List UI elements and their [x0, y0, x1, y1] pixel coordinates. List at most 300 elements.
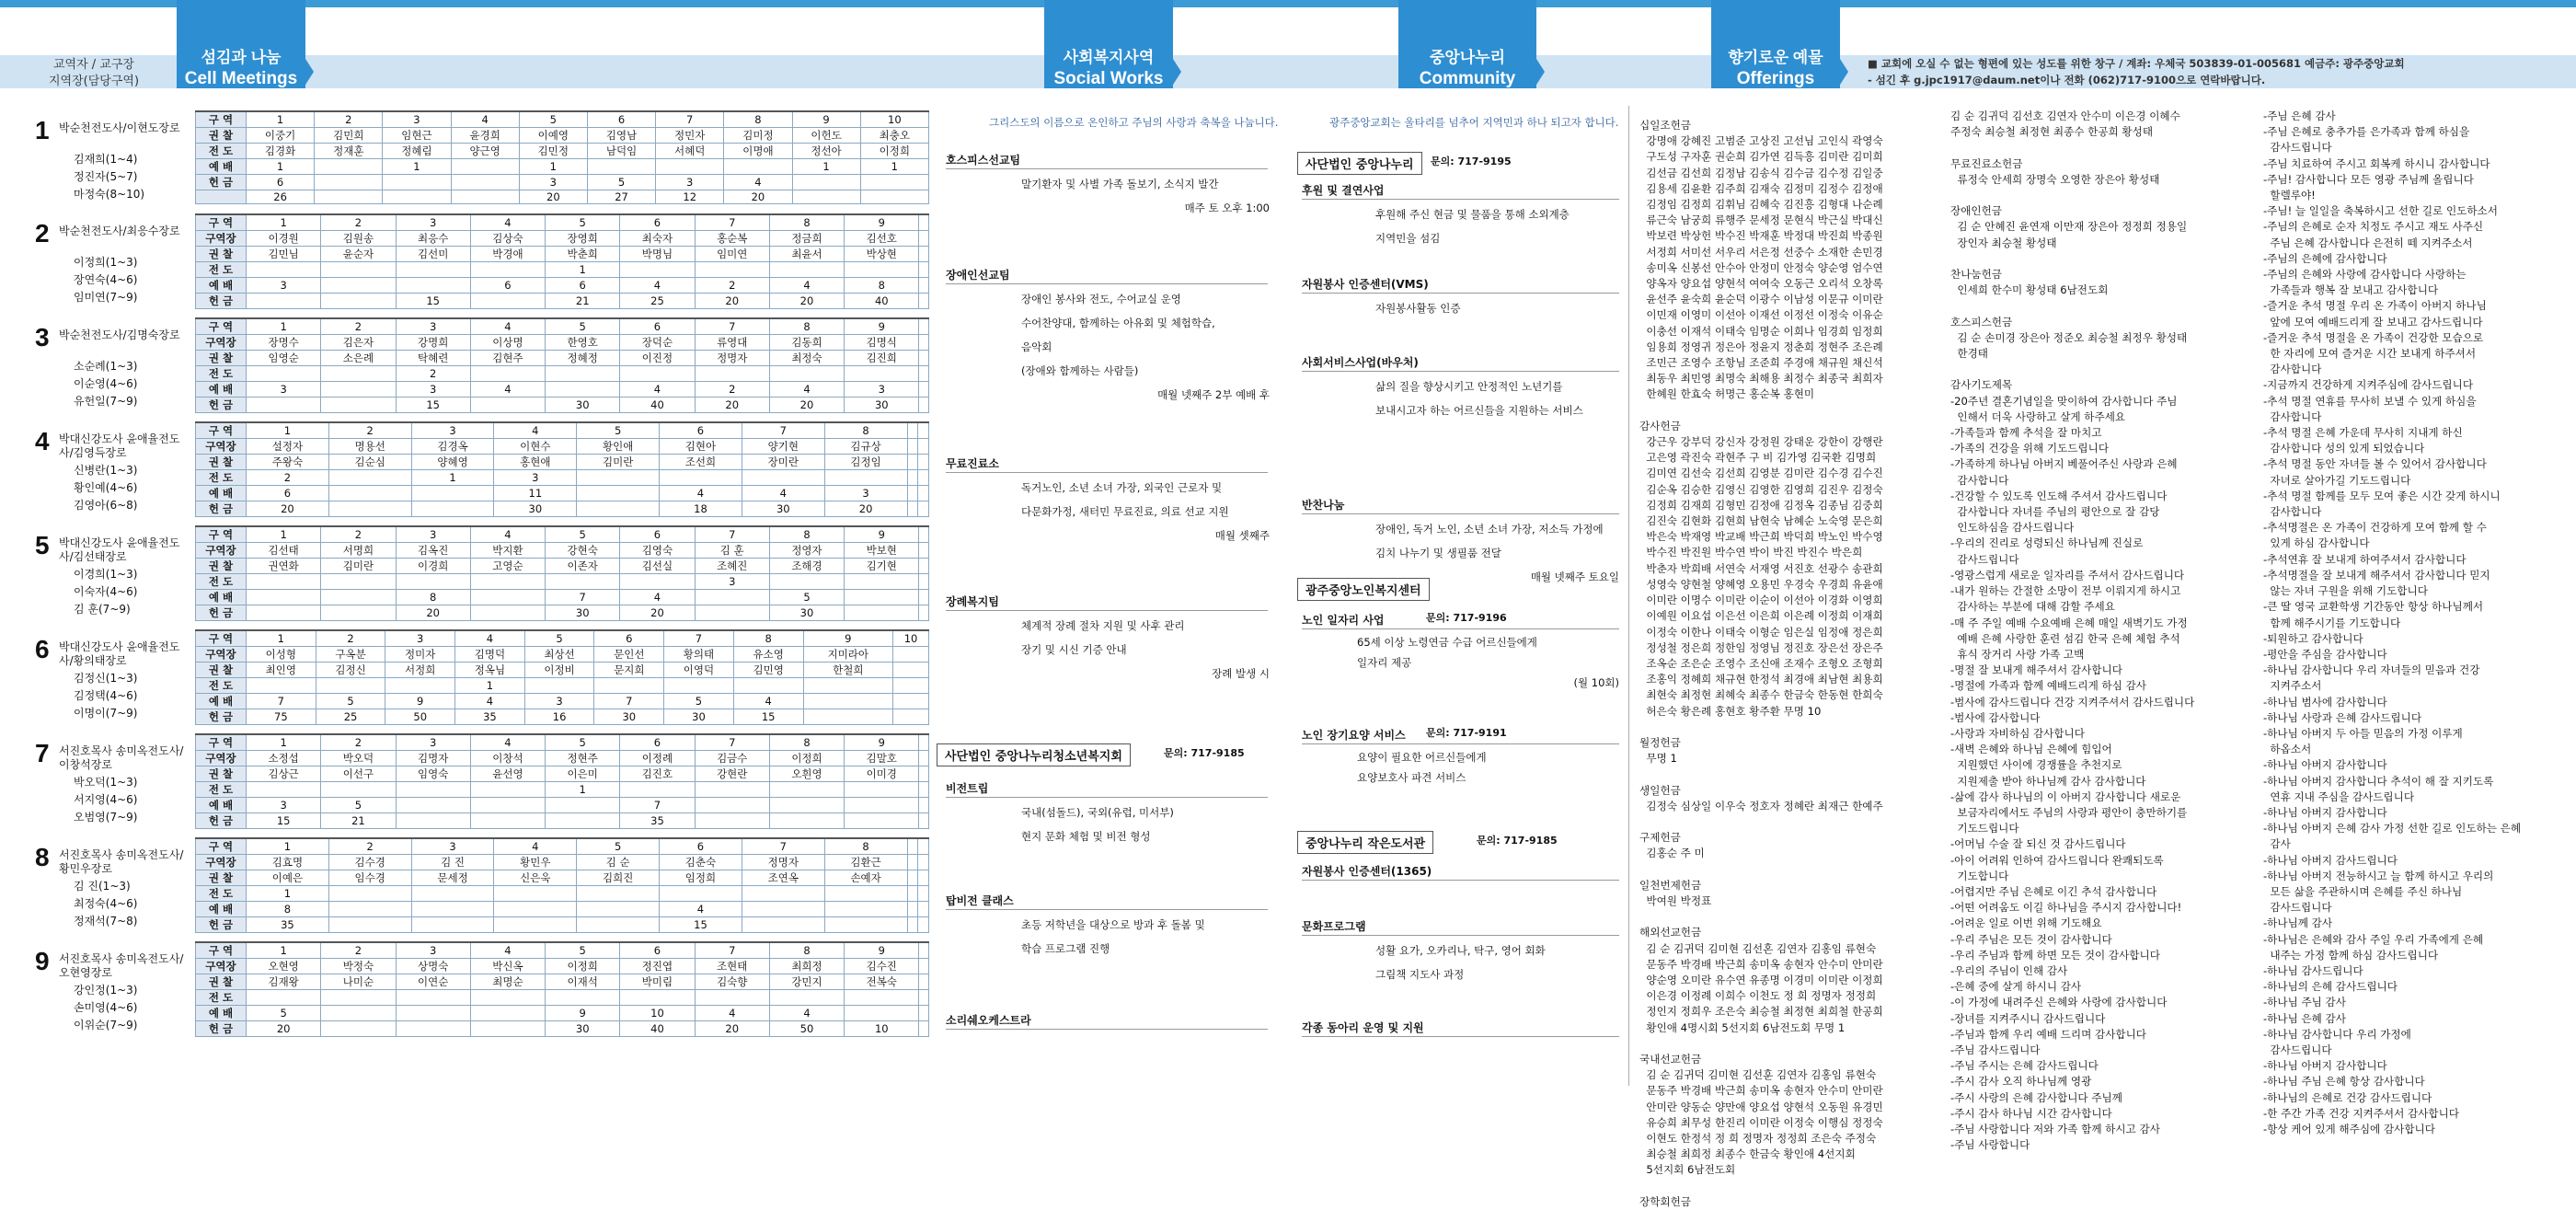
- table-cell: 설정자: [247, 439, 329, 455]
- table-cell: 6: [620, 942, 695, 959]
- table-cell: [919, 335, 929, 351]
- table-cell: [546, 813, 620, 829]
- table-cell: 10: [893, 630, 929, 647]
- table-cell: [328, 886, 411, 902]
- table-cell: [396, 574, 470, 590]
- table-cell: [918, 855, 929, 870]
- table-cell: [494, 917, 577, 933]
- table-cell: [919, 942, 929, 959]
- row-header: 권 찰: [196, 974, 247, 990]
- cell-member-line: 정진자(5~7): [74, 170, 138, 183]
- youth-item-line: 국내(섬돌드), 국외(유럽, 미서부): [1021, 806, 1174, 819]
- table-cell: 황민우: [494, 855, 577, 870]
- table-cell: 이정희: [546, 959, 620, 974]
- table-cell: [907, 422, 918, 439]
- table-cell: [620, 366, 695, 382]
- table-cell: [411, 886, 494, 902]
- table-cell: [328, 486, 411, 501]
- table-cell: 30: [546, 605, 620, 621]
- table-cell: [315, 159, 383, 175]
- table-cell: [494, 886, 577, 902]
- table-cell: [918, 470, 929, 486]
- table-cell: 이재석: [546, 974, 620, 990]
- table-cell: [792, 190, 860, 204]
- table-cell: 이창석: [470, 751, 545, 766]
- social-item-head: 장례복지팀: [946, 595, 999, 608]
- table-cell: [470, 574, 545, 590]
- table-cell: 9: [845, 214, 919, 231]
- table-cell: [620, 990, 695, 1006]
- table-row: [196, 709, 929, 725]
- table-cell: 3: [396, 942, 470, 959]
- table-row: [196, 917, 929, 933]
- table-cell: 강현란: [695, 766, 769, 782]
- table-row: [196, 630, 929, 647]
- row-header: 예 배: [196, 902, 247, 917]
- table-cell: 30: [742, 501, 824, 517]
- cell-member-line: 이순영(4~6): [74, 377, 138, 390]
- table-cell: [396, 1006, 470, 1021]
- table-cell: [470, 798, 545, 813]
- table-cell: 21: [546, 294, 620, 309]
- table-cell: 정현주: [546, 751, 620, 766]
- table-cell: [664, 678, 734, 694]
- table-cell: 12: [656, 190, 724, 204]
- table-cell: 최정숙: [769, 351, 844, 366]
- table-cell: 소은례: [321, 351, 396, 366]
- cell-member-line: 서지영(4~6): [74, 793, 138, 806]
- table-cell: 정혜림: [383, 144, 451, 159]
- table-cell: 9: [792, 111, 860, 128]
- tab-center-en: Community Center: [1419, 69, 1516, 109]
- table-cell: [587, 159, 655, 175]
- table-cell: [919, 398, 929, 413]
- table-cell: 양근영: [451, 144, 519, 159]
- table-cell: [919, 294, 929, 309]
- table-cell: [470, 782, 545, 798]
- table-cell: 7: [247, 694, 316, 709]
- table-cell: 3: [524, 694, 594, 709]
- table-cell: 오현영: [247, 959, 321, 974]
- table-cell: 김선태: [247, 543, 321, 559]
- table-cell: [918, 501, 929, 517]
- table-cell: [845, 574, 919, 590]
- table-cell: 정민자: [656, 128, 724, 144]
- row-header: 구 역: [196, 318, 247, 335]
- table-cell: [396, 1021, 470, 1037]
- table-cell: 김숙향: [695, 974, 769, 990]
- table-cell: 7: [620, 798, 695, 813]
- table-cell: 15: [733, 709, 803, 725]
- table-cell: 김옥진: [396, 543, 470, 559]
- table-cell: 4: [769, 278, 844, 294]
- table-cell: [824, 886, 907, 902]
- table-row: [196, 144, 929, 159]
- senior-item-phone: 문의: 717-9191: [1426, 727, 1507, 739]
- cell-leader: 박대신강도사 윤애율전도사/황의태장로: [59, 640, 180, 667]
- table-cell: 김민희: [315, 128, 383, 144]
- cell-table: [195, 733, 929, 829]
- offer-divider: [1628, 106, 1629, 1086]
- table-cell: 5: [519, 111, 587, 128]
- table-cell: 9: [803, 630, 893, 647]
- table-cell: 3: [695, 574, 769, 590]
- table-cell: [918, 455, 929, 470]
- table-cell: [321, 1021, 396, 1037]
- table-cell: [247, 590, 321, 605]
- cell-members: [74, 151, 144, 203]
- table-cell: [919, 526, 929, 543]
- table-cell: 김진희: [845, 351, 919, 366]
- tab-social-ko: 사회복지사역: [1063, 49, 1155, 66]
- social-item-line: 매월 셋째주: [1214, 529, 1270, 542]
- table-cell: [893, 709, 929, 725]
- table-cell: [824, 917, 907, 933]
- table-cell: 조선희: [660, 455, 742, 470]
- table-cell: 조혜진: [695, 559, 769, 574]
- table-cell: [845, 262, 919, 278]
- table-cell: 김민영: [733, 663, 803, 678]
- center-divider: [1302, 371, 1619, 372]
- table-cell: 8: [247, 902, 329, 917]
- cell-number: 2: [35, 219, 50, 248]
- table-cell: 박보현: [845, 543, 919, 559]
- table-cell: 박경애: [470, 247, 545, 262]
- table-cell: 김금수: [695, 751, 769, 766]
- table-cell: 박명님: [620, 247, 695, 262]
- table-cell: 20: [519, 190, 587, 204]
- table-cell: 최명순: [470, 974, 545, 990]
- cell-leader: 서진호목사 송미옥전도사/오현영장로: [59, 952, 184, 979]
- cell-members: [74, 358, 137, 410]
- table-cell: [919, 1021, 929, 1037]
- table-cell: [919, 734, 929, 751]
- table-cell: 박상현: [845, 247, 919, 262]
- table-row: [196, 694, 929, 709]
- row-header: 헌 금: [196, 917, 247, 933]
- social-item-line: (장애와 함께하는 사람들): [1021, 364, 1139, 377]
- table-cell: 30: [546, 398, 620, 413]
- table-row: [196, 351, 929, 366]
- cell-number: 8: [35, 843, 50, 871]
- table-cell: 9: [845, 526, 919, 543]
- table-cell: 4: [695, 1006, 769, 1021]
- table-cell: [385, 678, 455, 694]
- table-cell: 7: [695, 734, 769, 751]
- cell-member-line: 박오덕(1~3): [74, 776, 138, 789]
- table-cell: [321, 294, 396, 309]
- senior-item-head: 노인 일자리 사업: [1302, 614, 1385, 627]
- table-cell: 이영덕: [664, 663, 734, 678]
- youth-divider: [946, 797, 1268, 798]
- cell-number: 1: [35, 116, 50, 144]
- table-cell: 김영남: [587, 128, 655, 144]
- table-cell: [396, 262, 470, 278]
- table-cell: [919, 1006, 929, 1021]
- table-cell: 3: [411, 838, 494, 855]
- table-cell: 김상근: [247, 766, 321, 782]
- table-cell: 권연화: [247, 559, 321, 574]
- table-cell: 9: [845, 942, 919, 959]
- table-cell: 40: [845, 294, 919, 309]
- table-cell: 1: [247, 838, 329, 855]
- cell-members: [74, 878, 137, 930]
- table-cell: [316, 678, 385, 694]
- table-cell: [247, 294, 321, 309]
- cell-member-line: 장연숙(4~6): [74, 273, 138, 286]
- row-header: 권 찰: [196, 247, 247, 262]
- table-cell: 2: [321, 942, 396, 959]
- table-cell: 강민지: [769, 974, 844, 990]
- table-cell: 1: [247, 318, 321, 335]
- table-cell: 1: [247, 214, 321, 231]
- table-cell: [742, 886, 824, 902]
- table-cell: [769, 990, 844, 1006]
- table-cell: [845, 1006, 919, 1021]
- table-cell: [769, 262, 844, 278]
- table-cell: 5: [546, 214, 620, 231]
- cell-member-line: 김 진(1~3): [74, 880, 131, 893]
- table-cell: 김미정: [724, 128, 792, 144]
- table-cell: 1: [247, 886, 329, 902]
- table-cell: [470, 398, 545, 413]
- table-cell: 김선미: [396, 247, 470, 262]
- table-cell: 3: [411, 422, 494, 439]
- table-cell: [695, 590, 769, 605]
- table-cell: [907, 870, 918, 886]
- table-cell: [919, 382, 929, 398]
- table-cell: 김수경: [328, 855, 411, 870]
- table-cell: [247, 574, 321, 590]
- table-cell: [470, 990, 545, 1006]
- table-cell: 양기현: [742, 439, 824, 455]
- table-cell: [315, 175, 383, 190]
- table-cell: 김정임: [824, 455, 907, 470]
- table-cell: 4: [455, 694, 525, 709]
- row-header: 전 도: [196, 262, 247, 278]
- table-cell: 이헌도: [792, 128, 860, 144]
- table-cell: [907, 470, 918, 486]
- table-cell: [695, 798, 769, 813]
- table-cell: 7: [594, 694, 664, 709]
- cell-members: [74, 670, 137, 722]
- table-cell: 이예영: [519, 128, 587, 144]
- table-cell: 3: [396, 318, 470, 335]
- table-cell: 장덕순: [620, 335, 695, 351]
- table-cell: [470, 294, 545, 309]
- table-cell: 1: [519, 159, 587, 175]
- table-cell: 문인선: [594, 647, 664, 663]
- table-cell: 4: [660, 902, 742, 917]
- table-row: [196, 855, 929, 870]
- table-cell: 김미란: [577, 455, 660, 470]
- table-cell: 7: [656, 111, 724, 128]
- table-cell: [695, 262, 769, 278]
- cell-member-line: 김영아(6~8): [74, 499, 138, 512]
- table-cell: 정선아: [792, 144, 860, 159]
- table-cell: [769, 366, 844, 382]
- table-cell: 김상숙: [470, 231, 545, 247]
- table-cell: 오흰영: [769, 766, 844, 782]
- table-cell: 5: [546, 942, 620, 959]
- table-cell: [907, 902, 918, 917]
- table-cell: [907, 439, 918, 455]
- offerings-col1: 십일조헌금 강명애 강혜진 고범준 고상진 고선님 고인식 곽영숙 구도성 구자훈 권순희 김가연 김득흥 김미란 김미희 김선금 김선희 김정남 김송식 김수금 김수정 김일중 김용세 김윤환 김주희 김재숙 김정미 김정수 김정애 김정임 김정희 김휘님 김혜숙 김진흥 김형대 나순례 류근숙 남궁희 류행주 문세정 문현식 박근실 박대신 박보련 박상헌 박수진 박재훈 박정대 박진희 박종원 서정희 서미선 서우리 서은정 선중수 소재한 손민경 송미옥 신봉선 안수아 안정미 안정숙 양순영 엄수연 양옥자 양요섭 양현석 여여숙 오동근 오리석 오창록 윤선주 윤숙희 윤순덕 이광수 이남성 이문규 이미란 이민재 이영미 이선아 이재선 이정선 이정숙 이유순 이충선 이재석 이태숙 임명순 이희나 임경희 임정희 임용희 정영귀 정은아 정윤지 정춘희 정현주 조은례 조민근 조영수 조항님 조준희 주경애 채규원 채신석 최동우 최민영 최명숙 최해용 최정수 최종국 최희자 한혜원 한효숙 허명근 홍순복 홍현미 감사헌금 강근우 강부덕 강신자 강정원 강태운 강한이 강행란 고은영 곽진숙 곽현주 구 비 김가영 김국환 김명희 김미연 김선숙 김선희 김영분 김미란 김수경 김수진 김순옥 김승한 김영신 김영한 김영희 김진우 김정숙 김정희 김재희 김형민 김정애 김정옥 김종님 김중희 김진숙 김현화 김현희 남현숙 남혜순 노숙영 문은희 박은숙 박재영 박교배 박근희 박덕희 박노인 박수영 박수진 박진원 박수연 박이 박진 박진수 박은희 박춘자 박희배 서연숙 서재영 서진호 선광수 송관희 성영숙 양현철 양혜영 오용민 우경숙 우경희 유윤애 이미란 이명수 이미란 이순이 이선아 이경화 이영희 이예원 이요섭 이은선 이은희 이은례 이정희 이재희 이정숙 이한나 이태숙 이형순 임은실 임정애 정은희 정성철 정은희 정한임 정영님 정진호 장은선 장은주 조옥순 조은순 조영수 조신애 조재수 조형오 조형희 조홍익 정혜희 채규현 한정석 최경애 최남현 최용희 최현숙 최정현 최혜숙 최종수 한금숙 한동현 한희숙 허은숙 황은례 홍현호 황주환 무명 10 월정헌금 무명 1 생일헌금 김정숙 심상일 이우숙 정호자 정혜란 최재근 한예주 구제헌금 김홍순 주 미 일천번제헌금 박여원 박정표 해외선교헌금 김 순 김귀덕 김미현 김선혼 김연자 김홍임 류현숙 문동주 박경배 박근희 송미옥 송현자 안수미 안미란 양순영 오미란 유수연 유종명 이경미 이미란 이정희 이은경 이정례 이희수 이천도 정 희 정명자 정정희 정인지 정희우 조은숙 최승철 최정현 최희철 한공희 황인애 4명시회 5선지회 6남전도회 무명 1 국내선교헌금 김 순 김귀덕 김미현 김선훈 김연자 김홍임 류현숙 문동주 박경배 박근희 송미옥 송현자 안수미 안미란 안미란 양동순 양만애 양요섭 양현석 오동원 유경민 유승희 최무성 한진리 이미란 이정숙 이행심 정정숙 이현도 한정석 정 희 정명자 정정희 조은숙 주정숙 최승철 최희정 최종수 한금숙 황인애 4선지회 5선지회 6남전도회 장학회헌금: [1639, 119, 1883, 1208]
- cell-member-line: 김 훈(7~9): [74, 603, 131, 616]
- library-item-head: 자원봉사 인증센터(1365): [1302, 865, 1432, 878]
- table-cell: [383, 190, 451, 204]
- table-cell: [546, 382, 620, 398]
- cell-leader: 서진호목사 송미옥전도사/황민우장로: [59, 848, 184, 875]
- table-cell: 2: [247, 470, 329, 486]
- table-cell: [411, 917, 494, 933]
- table-cell: [577, 486, 660, 501]
- table-cell: 30: [546, 1021, 620, 1037]
- table-cell: [803, 694, 893, 709]
- youth-item-head: 탑비전 클래스: [946, 894, 1014, 907]
- table-cell: 서혜덕: [656, 144, 724, 159]
- table-cell: 김경화: [247, 144, 315, 159]
- table-cell: [546, 574, 620, 590]
- table-row: [196, 335, 929, 351]
- table-cell: 2: [316, 630, 385, 647]
- table-cell: 4: [620, 590, 695, 605]
- table-cell: 2: [328, 422, 411, 439]
- row-header: 예 배: [196, 590, 247, 605]
- cell-member-line: 임미연(7~9): [74, 291, 138, 304]
- row-header: 예 배: [196, 694, 247, 709]
- table-row: [196, 501, 929, 517]
- table-cell: 최응수: [396, 231, 470, 247]
- table-cell: [321, 574, 396, 590]
- table-cell: 박지환: [470, 543, 545, 559]
- table-cell: [845, 798, 919, 813]
- table-cell: 이연순: [396, 974, 470, 990]
- table-cell: 4: [742, 486, 824, 501]
- table-cell: 5: [546, 526, 620, 543]
- table-cell: [577, 886, 660, 902]
- table-cell: 탁혜련: [396, 351, 470, 366]
- table-cell: 6: [620, 734, 695, 751]
- table-cell: 장영희: [546, 231, 620, 247]
- cell-number: 3: [35, 323, 50, 351]
- table-cell: [383, 175, 451, 190]
- table-row: [196, 543, 929, 559]
- table-cell: 25: [620, 294, 695, 309]
- table-cell: [907, 855, 918, 870]
- table-cell: [918, 886, 929, 902]
- table-cell: [577, 470, 660, 486]
- table-cell: 정명자: [742, 855, 824, 870]
- center-item-line: 장애인, 독거 노인, 소년 소녀 가장, 저소득 가정에: [1375, 523, 1604, 536]
- cell-member-line: 이정희(1~3): [74, 256, 138, 269]
- center-box1-phone: 문의: 717-9195: [1431, 156, 1512, 167]
- account-line2: - 섬긴 후 g.jpc1917@daum.net이나 전화 (062)717-9100으로 연락바랍니다.: [1868, 74, 2266, 86]
- table-cell: 김희진: [577, 870, 660, 886]
- tab-community-center: [1398, 0, 1536, 109]
- table-cell: 이예은: [247, 870, 329, 886]
- table-cell: 8: [769, 526, 844, 543]
- table-cell: [893, 678, 929, 694]
- table-cell: 4: [470, 942, 545, 959]
- table-cell: [919, 782, 929, 798]
- cell-table: [195, 629, 929, 725]
- table-cell: [860, 175, 928, 190]
- table-row: [196, 766, 929, 782]
- table-cell: [919, 231, 929, 247]
- table-cell: [824, 470, 907, 486]
- table-cell: 6: [620, 526, 695, 543]
- table-cell: 정재훈: [315, 144, 383, 159]
- table-cell: 8: [769, 318, 844, 335]
- table-cell: 4: [470, 318, 545, 335]
- table-cell: [396, 990, 470, 1006]
- table-cell: 이정희: [769, 751, 844, 766]
- table-cell: 9: [845, 734, 919, 751]
- cell-member-line: 최정숙(4~6): [74, 897, 138, 910]
- table-cell: [845, 590, 919, 605]
- table-cell: 김원송: [321, 231, 396, 247]
- center-divider: [1302, 199, 1619, 200]
- table-cell: [724, 159, 792, 175]
- cell-members: [74, 982, 137, 1034]
- table-cell: 7: [664, 630, 734, 647]
- table-cell: 6: [470, 278, 545, 294]
- tab-social-works: [1044, 0, 1173, 88]
- table-row: [196, 902, 929, 917]
- table-cell: [321, 590, 396, 605]
- row-header: 권 찰: [196, 351, 247, 366]
- table-cell: 구옥분: [316, 647, 385, 663]
- table-cell: 4: [724, 175, 792, 190]
- table-cell: [769, 798, 844, 813]
- table-cell: 3: [824, 486, 907, 501]
- cell-member-line: 손미영(4~6): [74, 1001, 138, 1014]
- table-cell: 4: [451, 111, 519, 128]
- table-cell: 6: [587, 111, 655, 128]
- table-row: [196, 214, 929, 231]
- table-cell: 5: [577, 838, 660, 855]
- table-cell: 8: [845, 278, 919, 294]
- table-cell: 3: [247, 278, 321, 294]
- table-cell: [695, 990, 769, 1006]
- table-cell: [845, 366, 919, 382]
- library-item-line: 그림책 지도사 과정: [1375, 968, 1465, 981]
- table-row: [196, 870, 929, 886]
- row-header: 예 배: [196, 486, 247, 501]
- social-item-line: 장례 발생 시: [1212, 667, 1270, 680]
- table-cell: 정영자: [769, 543, 844, 559]
- cell-leader: 박순천전도사/이현도장로: [59, 121, 180, 134]
- center-item-line: 보내시고자 하는 어르신들을 지원하는 서비스: [1375, 404, 1583, 417]
- table-cell: [321, 398, 396, 413]
- cell-member-line: 소순례(1~3): [74, 360, 138, 373]
- row-header: 구역장: [196, 231, 247, 247]
- table-cell: [594, 678, 664, 694]
- table-row: [196, 1021, 929, 1037]
- social-item-line: 독거노인, 소년 소녀 가장, 외국인 근로자 및: [1021, 481, 1223, 494]
- table-cell: [546, 990, 620, 1006]
- table-cell: 5: [316, 694, 385, 709]
- social-item-line: 수어찬양대, 함께하는 아유회 및 체험학습,: [1021, 317, 1215, 329]
- table-cell: 40: [620, 1021, 695, 1037]
- tab-offer-pointer: [1840, 59, 1848, 85]
- table-row: [196, 294, 929, 309]
- table-cell: 7: [695, 526, 769, 543]
- row-header: 구역장: [196, 335, 247, 351]
- row-header: 헌 금: [196, 1021, 247, 1037]
- cell-members: [74, 774, 137, 826]
